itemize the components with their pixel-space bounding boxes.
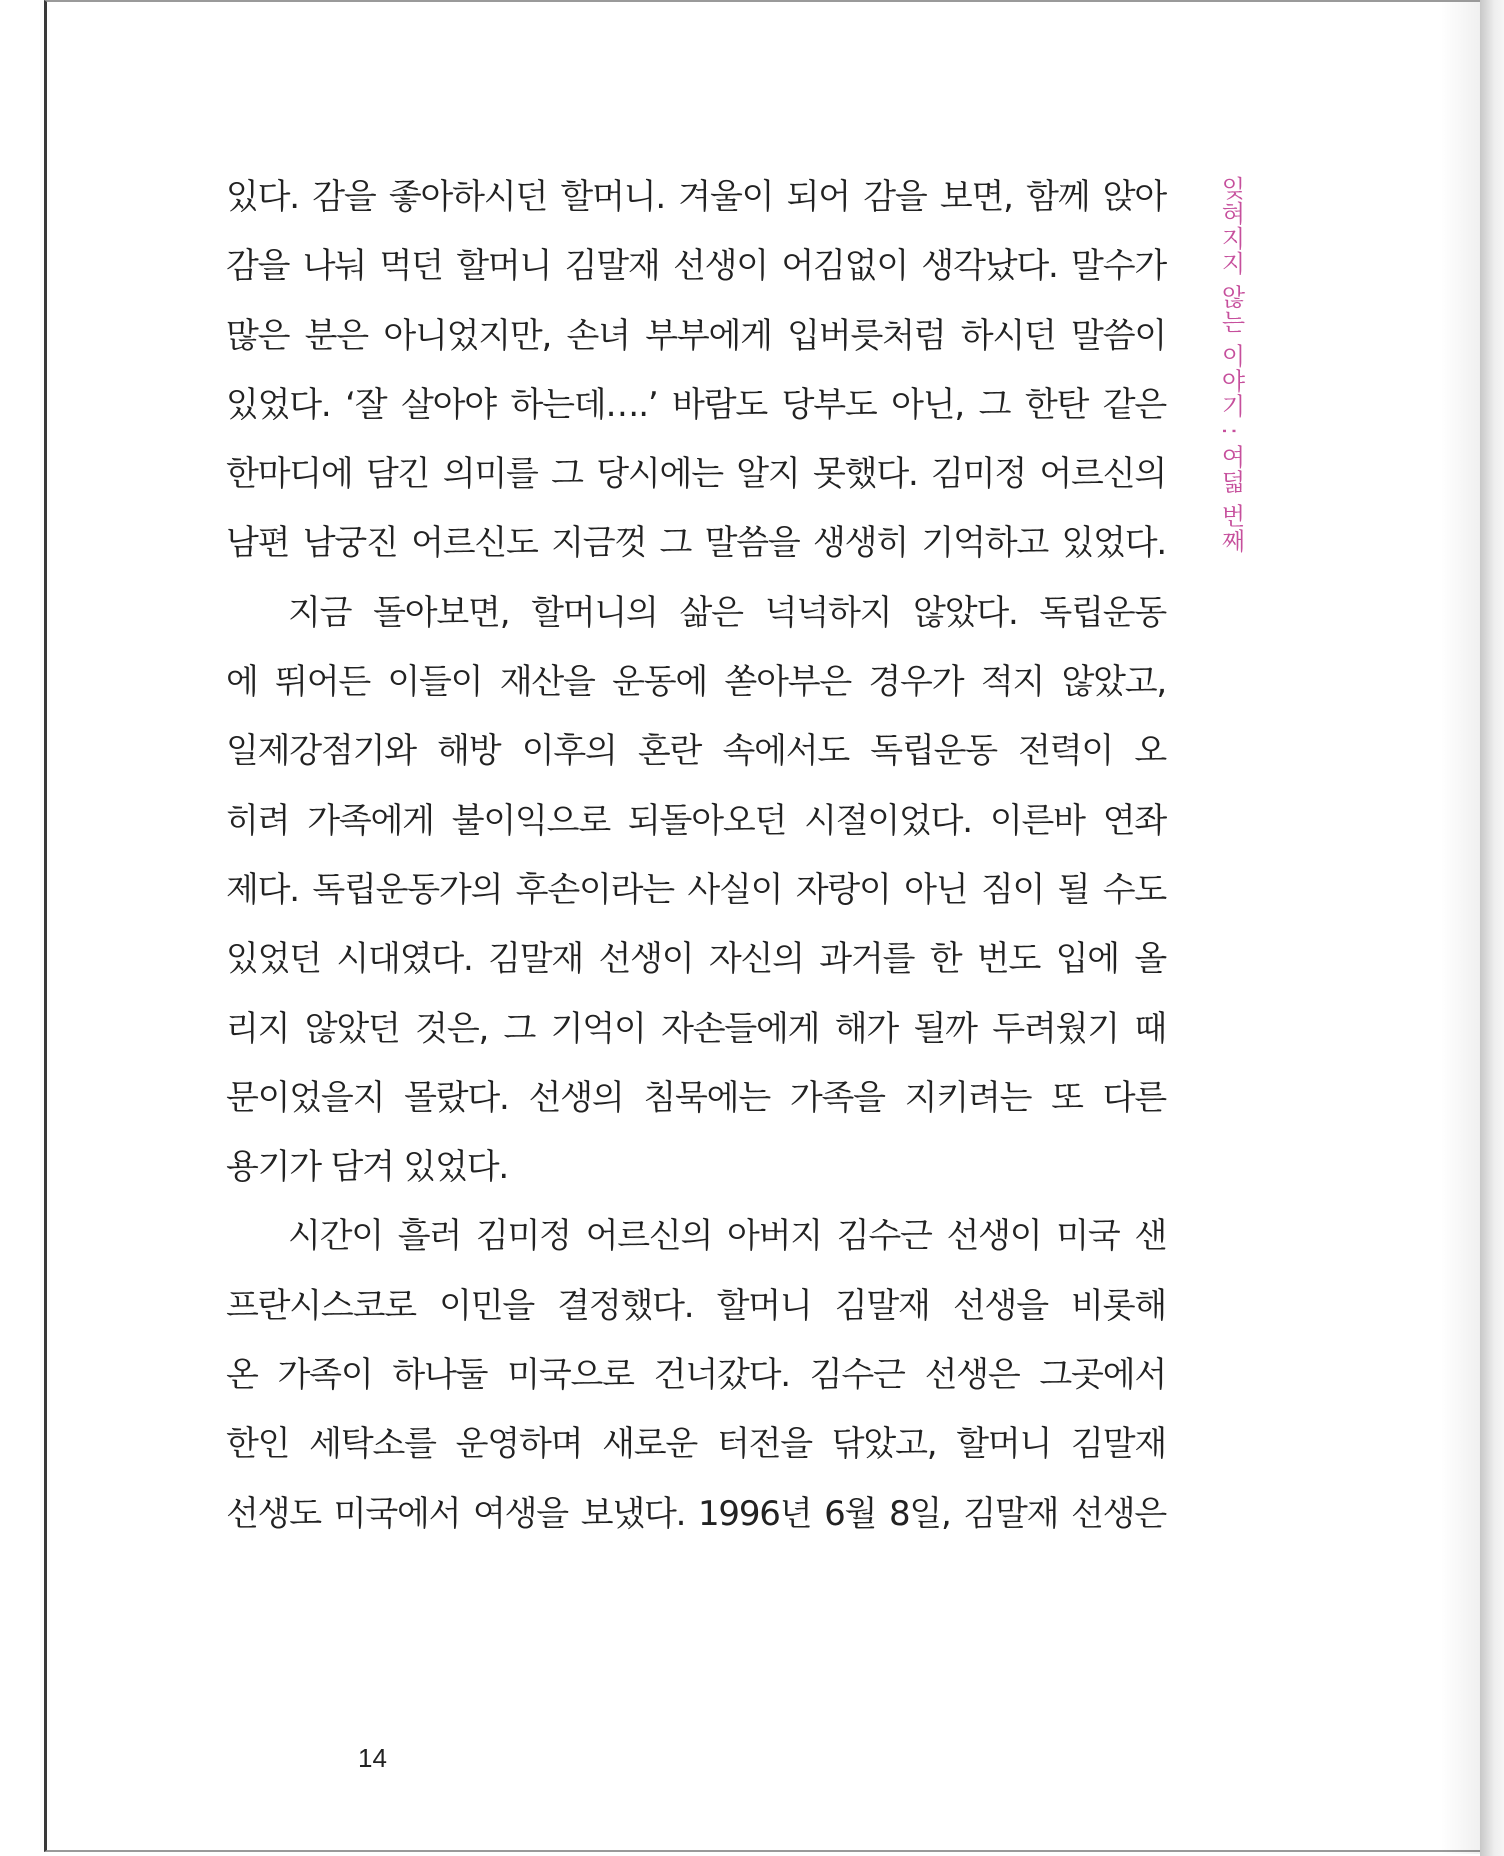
text-line: 용기가 담겨 있었다. <box>226 1147 508 1188</box>
page-edge-shadow <box>1480 0 1504 1856</box>
text-line: 히려 가족에게 불이익으로 되돌아오던 시절이었다. 이른바 연좌 <box>226 800 1166 841</box>
text-line: 있다. 감을 좋아하시던 할머니. 겨울이 되어 감을 보면, 함께 앉아 <box>226 177 1166 217</box>
text-line: 선생도 미국에서 여생을 보냈다. 1996년 6월 8일, 김말재 선생은 <box>226 1493 1166 1534</box>
text-line: 일제강점기와 해방 이후의 혼란 속에서도 독립운동 전력이 오 <box>226 731 1166 772</box>
running-head: 잊혀지지 않는 이야기 : 여덟 번째 <box>1217 176 1245 554</box>
body-text <box>226 163 1166 1549</box>
text-line: 제다. 독립운동가의 후손이라는 사실이 자랑이 아닌 짐이 될 수도 <box>226 869 1166 910</box>
text-line: 많은 분은 아니었지만, 손녀 부부에게 입버릇처럼 하시던 말씀이 <box>226 315 1166 356</box>
text-line: 지금 돌아보면, 할머니의 삶은 넉넉하지 않았다. 독립운동 <box>288 592 1166 633</box>
text-line: 에 뛰어든 이들이 재산을 운동에 쏟아부은 경우가 적지 않았고, <box>226 662 1166 703</box>
text-line: 온 가족이 하나둘 미국으로 건너갔다. 김수근 선생은 그곳에서 <box>226 1355 1166 1396</box>
text-line: 있었다. ‘잘 살아야 하는데….’ 바람도 당부도 아닌, 그 한탄 같은 <box>226 384 1166 425</box>
text-line: 프란시스코로 이민을 결정했다. 할머니 김말재 선생을 비롯해 <box>226 1285 1166 1326</box>
text-line: 문이었을지 몰랐다. 선생의 침묵에는 가족을 지키려는 또 다른 <box>226 1077 1166 1118</box>
page-number: 14 <box>358 1743 387 1773</box>
text-line: 있었던 시대였다. 김말재 선생이 자신의 과거를 한 번도 입에 올 <box>226 939 1166 980</box>
text-line: 한인 세탁소를 운영하며 새로운 터전을 닦았고, 할머니 김말재 <box>226 1424 1166 1465</box>
text-line: 감을 나눠 먹던 할머니 김말재 선생이 어김없이 생각났다. 말수가 <box>226 246 1166 287</box>
text-line: 한마디에 담긴 의미를 그 당시에는 알지 못했다. 김미정 어르신의 <box>226 454 1166 495</box>
text-line: 리지 않았던 것은, 그 기억이 자손들에게 해가 될까 두려웠기 때 <box>226 1008 1166 1049</box>
text-line: 남편 남궁진 어르신도 지금껏 그 말씀을 생생히 기억하고 있었다. <box>226 523 1166 564</box>
text-line: 시간이 흘러 김미정 어르신의 아버지 김수근 선생이 미국 샌 <box>288 1216 1166 1257</box>
page-fold-shading <box>1440 2 1480 1854</box>
